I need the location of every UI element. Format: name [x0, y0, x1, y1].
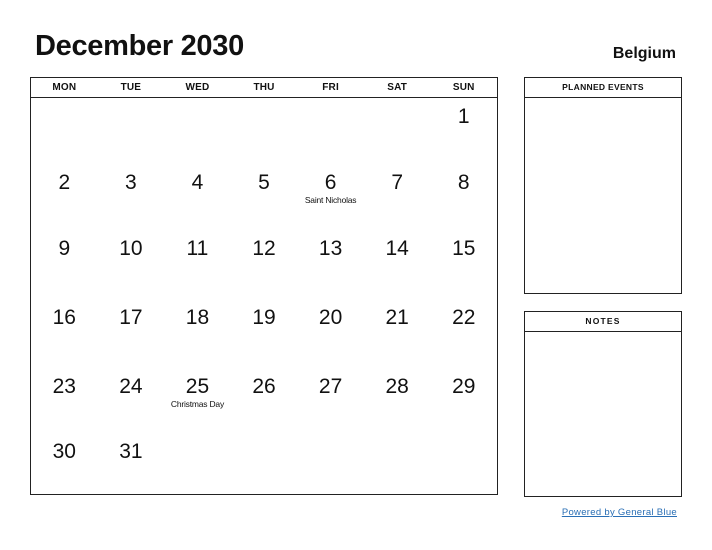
day-number: 20 [318, 306, 343, 329]
day-number: 4 [191, 171, 204, 194]
day-cell [231, 98, 298, 164]
page-title: December 2030 [35, 30, 244, 62]
calendar-week-row [31, 164, 497, 230]
day-number [364, 98, 431, 106]
day-number: 17 [119, 306, 143, 329]
day-cell [31, 164, 98, 230]
day-number: 18 [185, 306, 210, 329]
day-number: 9 [58, 237, 71, 260]
day-number: 15 [452, 237, 476, 260]
day-cell [231, 299, 298, 368]
day-cell [364, 368, 431, 433]
day-number: 2 [58, 171, 71, 194]
calendar-weeks [31, 98, 497, 496]
day-number [231, 98, 298, 106]
holiday-label: Christmas Day [170, 399, 225, 409]
powered-by-link[interactable]: Powered by General Blue [561, 507, 677, 518]
day-cell [364, 433, 431, 496]
day-number: 19 [252, 306, 276, 329]
day-number: 27 [318, 375, 343, 398]
day-number [364, 433, 431, 441]
planned-events-heading: PLANNED EVENTS [525, 78, 681, 98]
day-cell [31, 230, 98, 299]
day-number: 12 [252, 237, 276, 260]
weekday-header-row [31, 78, 497, 98]
day-cell [297, 299, 364, 368]
day-cell [430, 230, 497, 299]
day-cell [364, 164, 431, 230]
day-number: 25 [185, 375, 210, 398]
day-cell [164, 433, 231, 496]
day-cell [98, 299, 165, 368]
country-label: Belgium [612, 45, 676, 62]
day-number: 28 [385, 375, 409, 398]
weekday-sat: SAT [387, 82, 408, 93]
weekday-thu: THU [253, 82, 275, 93]
day-cell [231, 164, 298, 230]
day-cell [430, 98, 497, 164]
day-cell [31, 299, 98, 368]
day-cell [231, 368, 298, 433]
day-cell [164, 368, 231, 433]
day-number: 21 [385, 306, 409, 329]
day-cell [98, 164, 165, 230]
day-number: 14 [385, 237, 409, 260]
day-number: 23 [52, 375, 76, 398]
weekday-mon: MON [52, 82, 77, 93]
day-cell [98, 98, 165, 164]
day-number: 10 [119, 237, 143, 260]
day-number: 22 [452, 306, 476, 329]
day-cell [31, 433, 98, 496]
calendar-week-row [31, 368, 497, 433]
day-number: 30 [52, 440, 76, 463]
day-number [297, 98, 364, 106]
day-cell [98, 230, 165, 299]
day-cell [164, 98, 231, 164]
day-number: 6 [324, 171, 337, 194]
day-number [297, 433, 364, 441]
day-cell [364, 299, 431, 368]
day-cell [297, 164, 364, 230]
day-cell [31, 98, 98, 164]
day-cell [364, 230, 431, 299]
day-number: 11 [186, 237, 209, 260]
day-cell [98, 433, 165, 496]
day-number [231, 433, 298, 441]
day-number: 29 [452, 375, 476, 398]
day-cell [231, 230, 298, 299]
day-cell [297, 433, 364, 496]
day-number: 24 [119, 375, 143, 398]
weekday-sun: SUN [452, 82, 475, 93]
day-cell [297, 368, 364, 433]
day-cell [297, 98, 364, 164]
day-number [430, 433, 497, 441]
day-number: 7 [391, 171, 404, 194]
day-cell [430, 299, 497, 368]
day-cell [430, 368, 497, 433]
day-cell [231, 433, 298, 496]
calendar-week-row [31, 299, 497, 368]
notes-box [524, 311, 682, 497]
day-number [164, 98, 231, 106]
day-number: 16 [52, 306, 76, 329]
day-number: 8 [457, 171, 470, 194]
day-number [31, 98, 98, 106]
holiday-label: Saint Nicholas [304, 195, 357, 205]
day-cell [98, 368, 165, 433]
calendar-week-row [31, 433, 497, 496]
notes-heading: NOTES [525, 312, 681, 332]
day-number: 3 [125, 171, 137, 194]
planned-events-box [524, 77, 682, 294]
day-cell [164, 164, 231, 230]
day-number: 31 [119, 440, 143, 463]
weekday-tue: TUE [120, 82, 142, 93]
calendar-week-row [31, 230, 497, 299]
day-number: 1 [457, 105, 470, 128]
day-cell [430, 164, 497, 230]
day-cell [364, 98, 431, 164]
day-cell [430, 433, 497, 496]
day-number [164, 433, 231, 441]
day-number: 13 [318, 237, 343, 260]
day-number [98, 98, 165, 106]
day-cell [297, 230, 364, 299]
day-number: 26 [252, 375, 276, 398]
day-number: 5 [258, 171, 270, 194]
day-cell [164, 230, 231, 299]
day-cell [31, 368, 98, 433]
day-cell [164, 299, 231, 368]
calendar-grid [30, 77, 498, 495]
weekday-fri: FRI [322, 82, 339, 93]
calendar-week-row [31, 98, 497, 164]
weekday-wed: WED [185, 82, 210, 93]
